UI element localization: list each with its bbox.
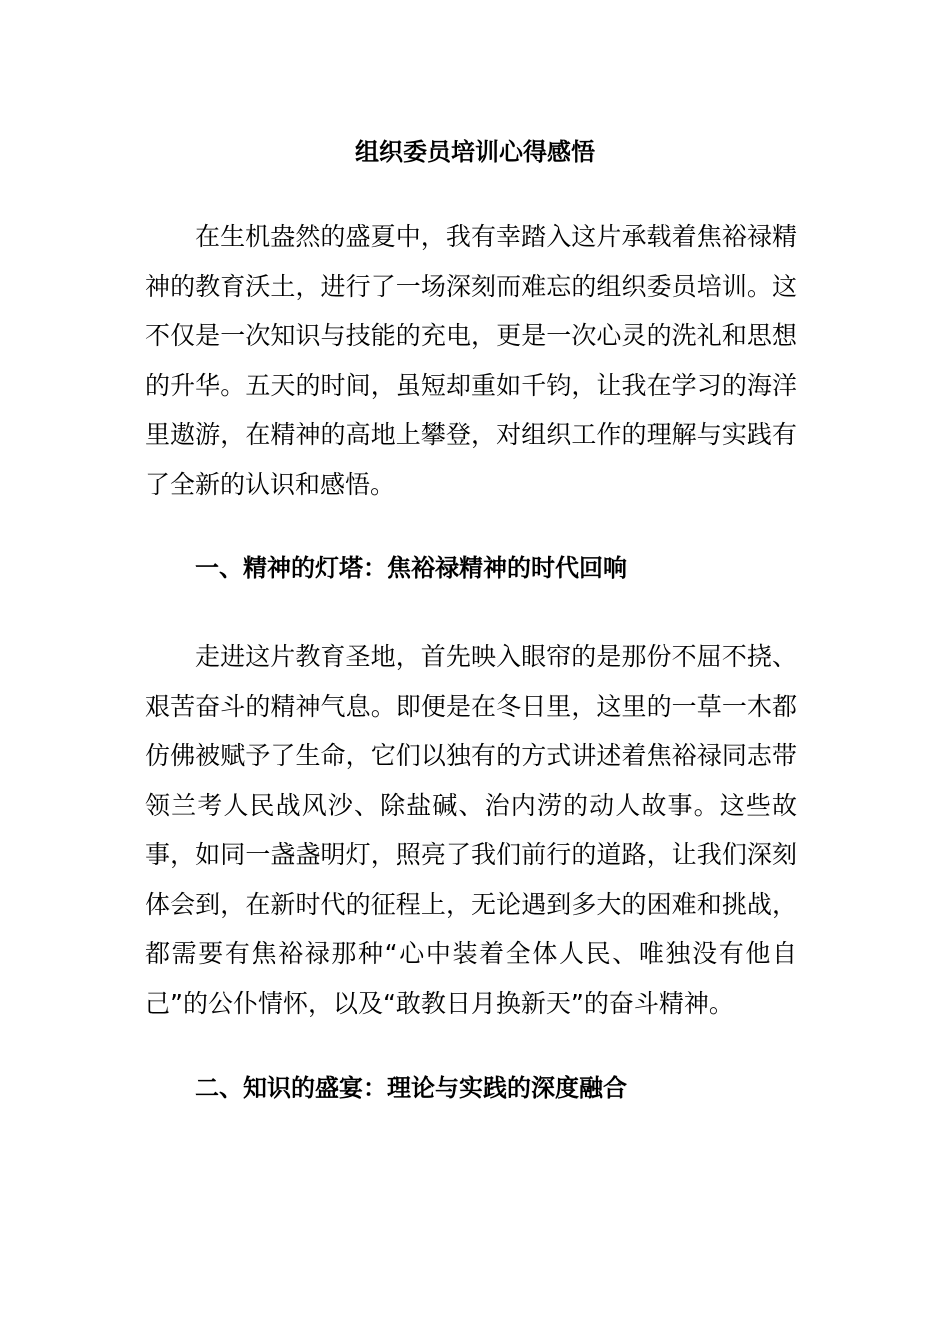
intro-paragraph: 在生机盎然的盛夏中，我有幸踏入这片承载着焦裕禄精神的教育沃土，进行了一场深刻而难忘的组织委员培训。这不仅是一次知识与技能的充电，更是一次心灵的洗礼和思想的升华。五天的时间，虽短却重如千钧，让我在学习的海洋里遨游，在精神的高地上攀登，对组织工作的理解与实践有了全新的认识和感悟。	[145, 222, 797, 499]
document-title: 组织委员培训心得感悟	[355, 138, 595, 166]
section-1-paragraph: 走进这片教育圣地，首先映入眼帘的是那份不屈不挠、艰苦奋斗的精神气息。即便是在冬日里，这里的一草一木都仿佛被赋予了生命，它们以独有的方式讲述着焦裕禄同志带领兰考人民战风沙、除盐碱、治内涝的动人故事。这些故事，如同一盏盏明灯，照亮了我们前行的道路，让我们深刻体会到，在新时代的征程上，无论遇到多大的困难和挑战，都需要有焦裕禄那种“心中装着全体人民、唯独没有他自己”的公仆情怀，以及“敢教日月换新天”的奋斗精神。	[145, 642, 797, 1018]
section-heading-2: 二、知识的盛宴：理论与实践的深度融合	[195, 1074, 627, 1102]
section-heading-1: 一、精神的灯塔：焦裕禄精神的时代回响	[195, 554, 627, 582]
